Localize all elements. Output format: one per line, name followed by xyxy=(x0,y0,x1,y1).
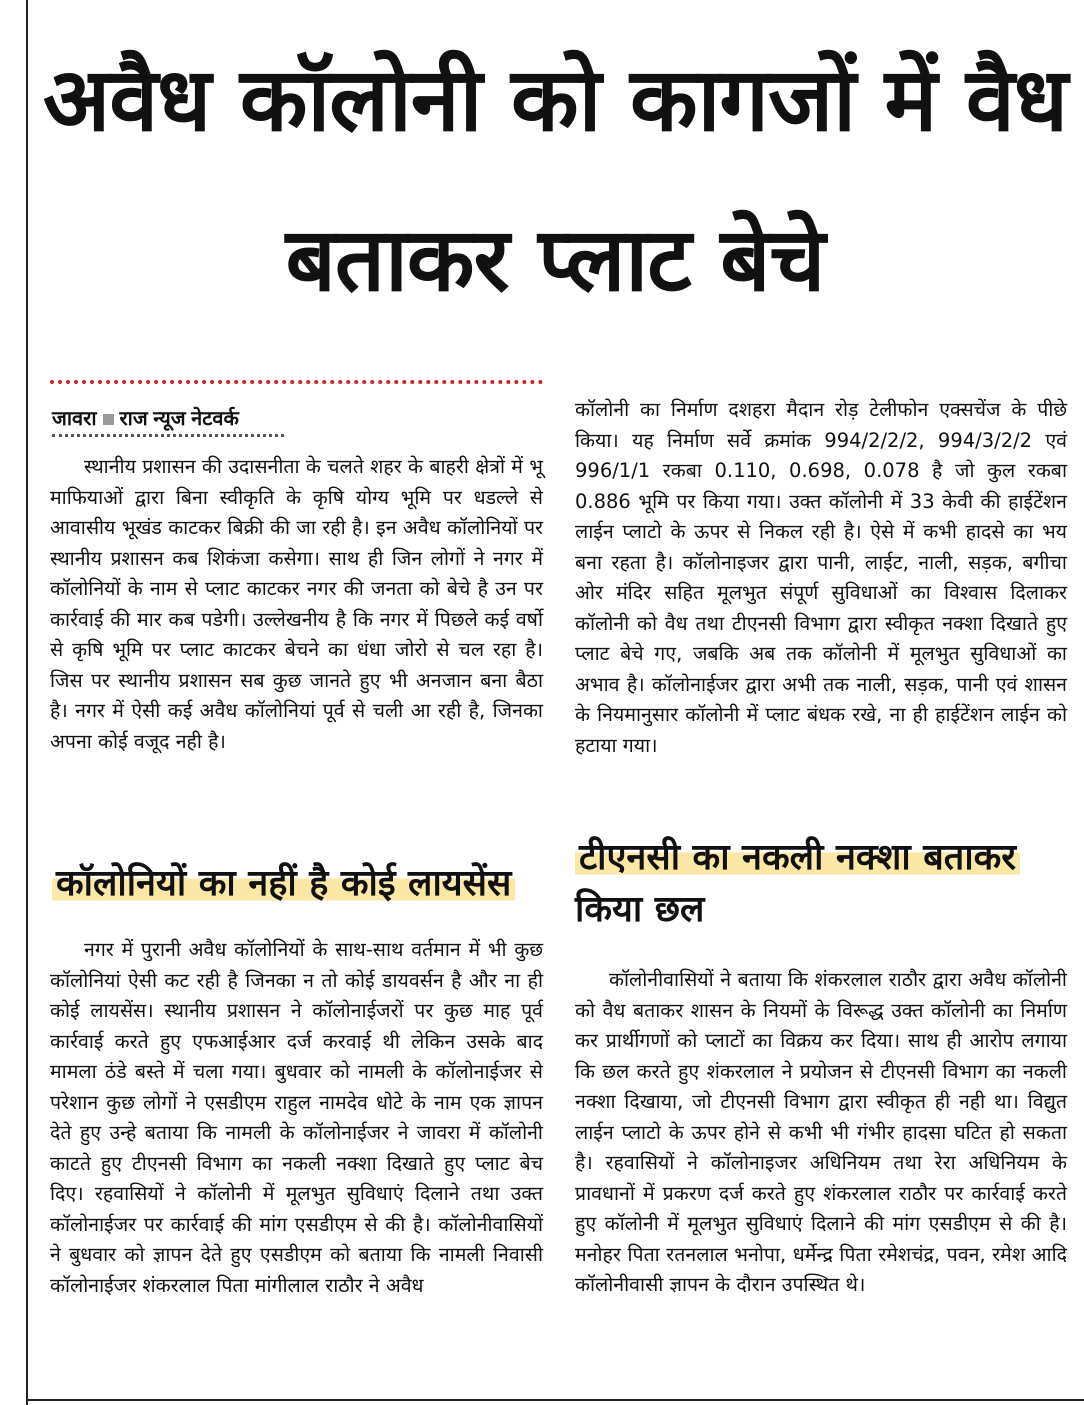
subhead-fake-map xyxy=(575,832,1067,936)
page-frame-bottom xyxy=(26,1399,1084,1401)
right-paragraph-2: कॉलोनीवासियों ने बताया कि शंकरलाल राठौर द्वारा अवैध कॉलोनी को वैध बताकर शासन के नियमों के विरूद्ध उक्त कॉलोनी का निर्माण कर प्रार्थीगणों को प्लाटों का विक्रय कर दिया। साथ ही आरोप लगाया कि छल करते हुए शंकरलाल ने प्रयोजन से टीएनसी विभाग का नकली नक्शा दिखाया, जो टीएनसी विभाग द्वारा स्वीकृत ही नही था। विद्युत लाईन प्लाटो के ऊपर होने से कभी भी गंभीर हादसा घटित हो सकता है। रहवासियों ने कॉलोनाइजर अधिनियम तथा रेरा अधिनियम के प्रावधानों में प्रकरण दर्ज करते हुए शंकरलाल राठौर पर कार्रवाई करते हुए कॉलोनी में मूलभुत सुविधाएं दिलाने की मांग एसडीएम से की है। मनोहर पिता रतनलाल भनोपा, धर्मेन्द्र पिता रमेशचंद्र, पवन, रमेश आदि कॉलोनीवासी ज्ञापन के दौरान उपस्थित थे। xyxy=(575,968,1067,1296)
byline-location: जावरा xyxy=(52,408,97,430)
byline xyxy=(52,404,239,431)
left-paragraph-2: नगर में पुरानी अवैध कॉलोनियों के साथ-साथ वर्तमान में भी कुछ कॉलोनियां ऐसी कट रही है जिनका न तो कोई डायवर्सन है और ना ही कोई लायसेंस। स्थानीय प्रशासन ने कॉलोनाईजरों पर कुछ माह पूर्व कार्रवाई करते हुए एफआईआर दर्ज करवाई थी लेकिन उसके बाद मामला ठंडे बस्ते में चला गया। बुधवार को नामली के कॉलोनाईजर से परेशान कुछ लोगों ने एसडीएम राहुल नामदेव धोटे के नाम एक ज्ञापन देते हुए उन्हे बताया कि नामली के कॉलोनाईजर ने जावरा में कॉलोनी काटते हुए टीएनसी विभाग का नकली नक्शा दिखाते हुए प्लाट बेच दिए। रहवासियों ने कॉलोनी में मूलभुत सुविधाएं दिलाने तथा उक्त कॉलोनाईजर पर कार्रवाई की मांग एसडीएम से की है। कॉलोनीवासियों ने बुधवार को ज्ञापन देते हुए एसडीएम को बताया कि नामली निवासी कॉलोनाईजर शंकरलाल पिता मांगीलाल राठौर ने अवैध xyxy=(50,938,543,1297)
subhead-no-license xyxy=(52,858,545,910)
left-paragraph-1: स्थानीय प्रशासन की उदासनीता के चलते शहर के बाहरी क्षेत्रों में भू माफियाओं द्वारा बिना स्वीकृति के कृषि योग्य भूमि पर धडल्ले से आवासीय भूखंड काटकर बिक्री की जा रही है। इन अवैध कॉलोनियों पर स्थानीय प्रशासन कब शिकंजा कसेगा। साथ ही जिन लोगों ने नगर में कॉलोनियों के नाम से प्लाट काटकर नगर की जनता को बेचे है उन पर कार्रवाई की मार कब पडेगी। उल्लेखनीय है कि नगर में पिछले कई वर्षो से कृषि भूमि पर प्लाट काटकर बेचने का धंधा जोरो से चल रहा है। जिस पर स्थानीय प्रशासन सब कुछ जानते हुए भी अनजान बना बैठा है। नगर में ऐसी कई अवैध कॉलोनियां पूर्व से चली आ रही है, जिनका अपना कोई वजूद नही है। xyxy=(50,455,543,753)
byline-underline xyxy=(52,434,284,437)
subhead-fake-map-line2: किया छल xyxy=(575,889,705,930)
subhead-no-license-text: कॉलोनियों का नहीं है कोई लायसेंस xyxy=(52,863,515,904)
headline: अवैध कॉलोनी को कागजों में वैध बताकर प्लाट बेचे xyxy=(43,48,1067,311)
red-dotted-divider xyxy=(50,380,543,384)
right-paragraph-1: कॉलोनी का निर्माण दशहरा मैदान रोड़ टेलीफोन एक्सचेंज के पीछे किया। यह निर्माण सर्वे क्रमांक 994/2/2/2, 994/3/2/2 एवं 996/1/1 रकबा 0.110, 0.698, 0.078 है जो कुल रकबा 0.886 भूमि पर किया गया। उक्त कॉलोनी में 33 केवी की हाईटेंशन लाईन प्लाटो के ऊपर से निकल रही है। ऐसे में कभी हादसे का भय बना रहता है। कॉलोनाइजर द्वारा पानी, लाईट, नाली, सड़क, बगीचा ओर मंदिर सहित मूलभुत संपूर्ण सुविधाओं का विश्वास दिलाकर कॉलोनी को वैध तथा टीएनसी विभाग द्वारा स्वीकृत नक्शा दिखाते हुए प्लाट बेचे गए, जबकि अब तक कॉलोनी में मूलभुत सुविधाओं का अभाव है। कॉलोनाईजर द्वारा अभी तक नाली, सड़क, पानी एवं शासन के नियमानुसार कॉलोनी में प्लाट बंधक रखे, ना ही हाईटेंशन लाईन को हटाया गया। xyxy=(575,398,1067,757)
square-bullet-icon xyxy=(103,414,114,425)
subhead-fake-map-line1: टीएनसी का नकली नक्शा बताकर xyxy=(575,837,1020,878)
page-frame-left xyxy=(26,0,28,1405)
byline-source: राज न्यूज नेटवर्क xyxy=(119,408,239,430)
